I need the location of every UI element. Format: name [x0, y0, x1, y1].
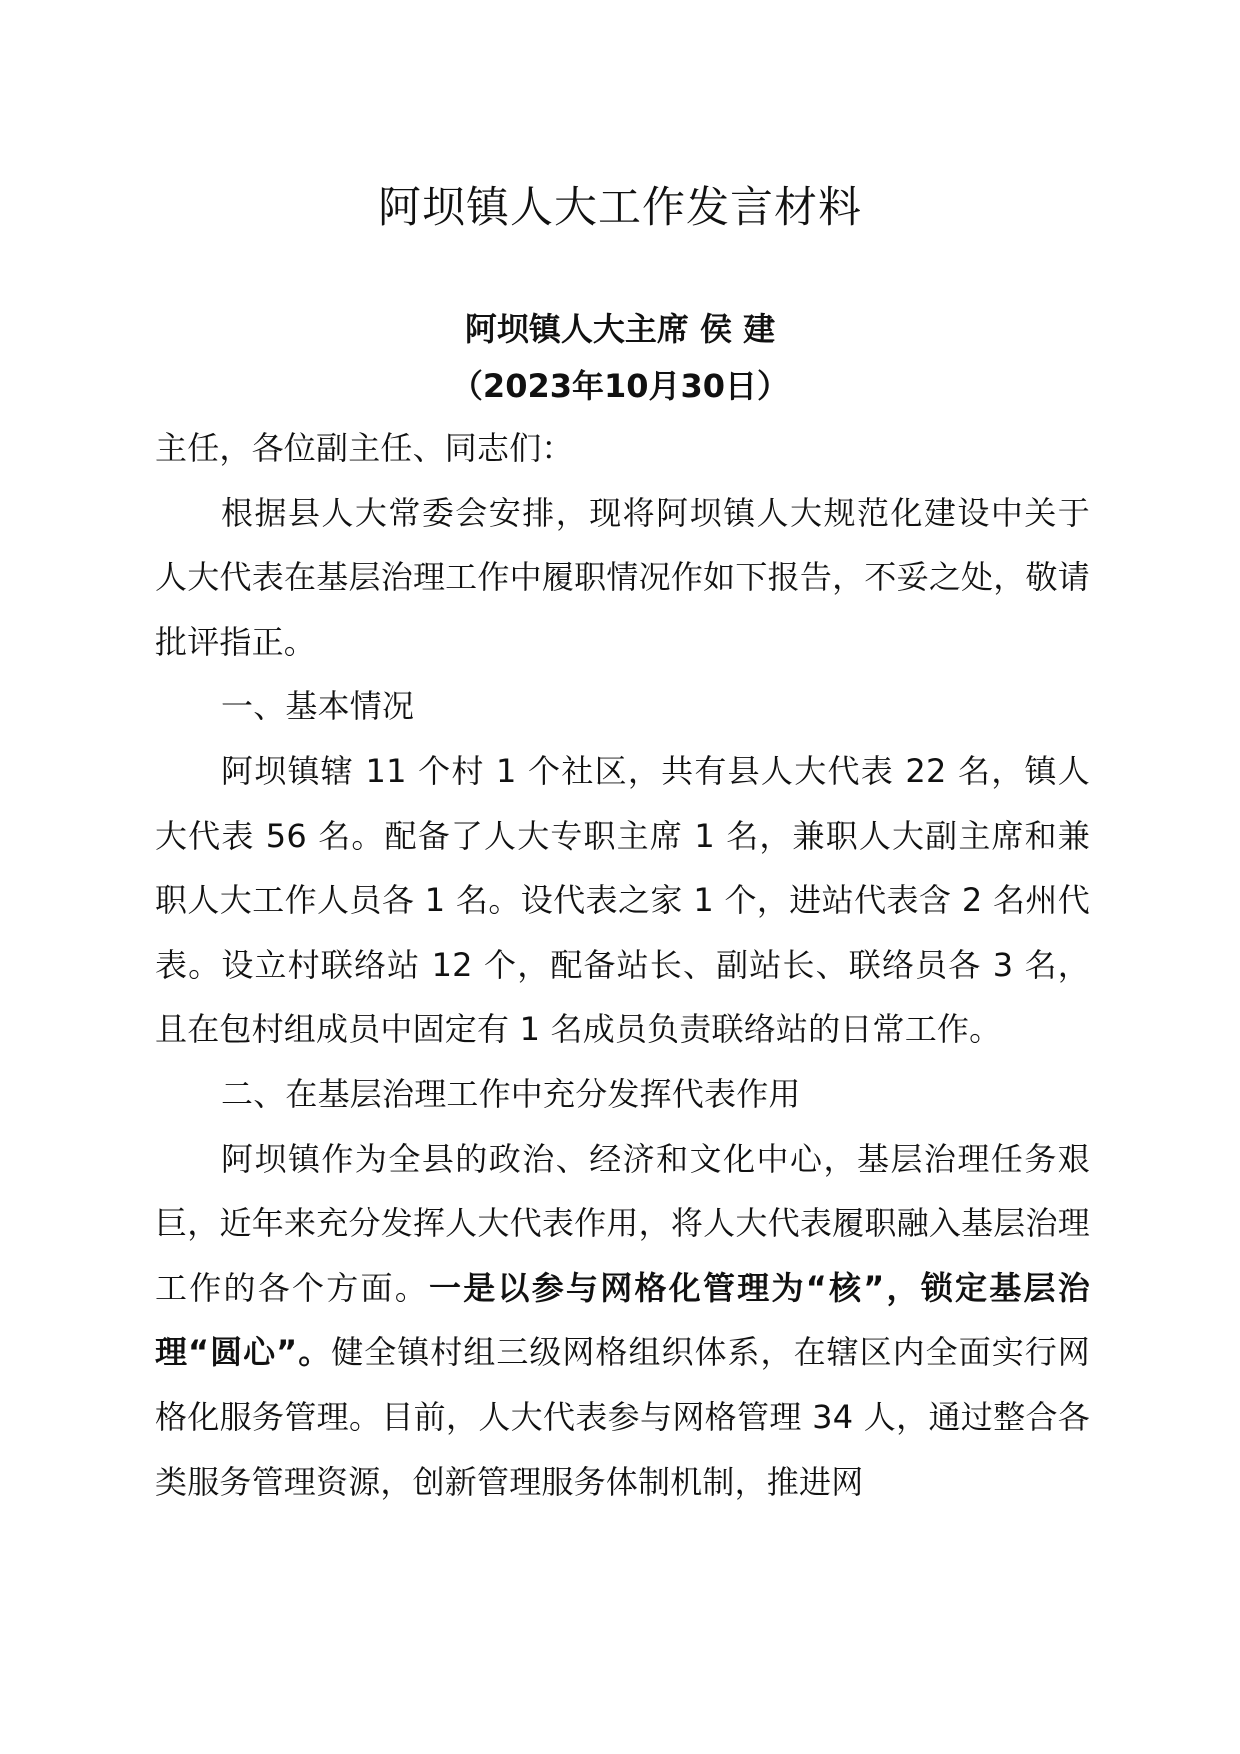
section-1-paragraph: 阿坝镇辖 11 个村 1 个社区，共有县人大代表 22 名，镇人大代表 56 名。配备了人大专职主席 1 名，兼职人大副主席和兼职人大工作人员各 1 名。设代表之家 1 个，进站代表含 2 名州代表。设立村联络站 12 个，配备站长、副站长、联络员各 3 名，且在包村组成员中固定有 1 名成员负责联络站的日常工作。	[155, 751, 1090, 1049]
section-2-heading: 二、在基层治理工作中充分发挥代表作用	[221, 1074, 801, 1113]
section-2-paragraph	[155, 1127, 1090, 1515]
author-line: 阿坝镇人大主席 侯 建	[464, 310, 776, 348]
salutation: 主任，各位副主任、同志们：	[155, 429, 574, 467]
section-2-lead-text: 阿坝镇作为全县的政治、经济和文化中心，基层治理任务艰巨，近年来充分发挥人大代表作用，将人大代表履职融入基层治理工作的各个方面。	[155, 1139, 1090, 1307]
intro-paragraph: 根据县人大常委会安排，现将阿坝镇人大规范化建设中关于人大代表在基层治理工作中履职情况作如下报告，不妥之处，敬请批评指正。	[155, 493, 1090, 661]
section-1-heading: 一、基本情况	[221, 687, 415, 726]
document-body	[155, 416, 1090, 1514]
date-line: （2023年10月30日）	[450, 367, 790, 405]
section-2-bold-point: 一是以参与网格化管理为“核”，锁定基层治理“圆心”。	[155, 1268, 1090, 1372]
section-2-rest-text: 健全镇村组三级网格组织体系，在辖区内全面实行网格化服务管理。目前，人大代表参与网格管理 34 人，通过整合各类服务管理资源，创新管理服务体制机制，推进网	[155, 1333, 1090, 1501]
document-title: 阿坝镇人大工作发言材料	[378, 183, 862, 233]
